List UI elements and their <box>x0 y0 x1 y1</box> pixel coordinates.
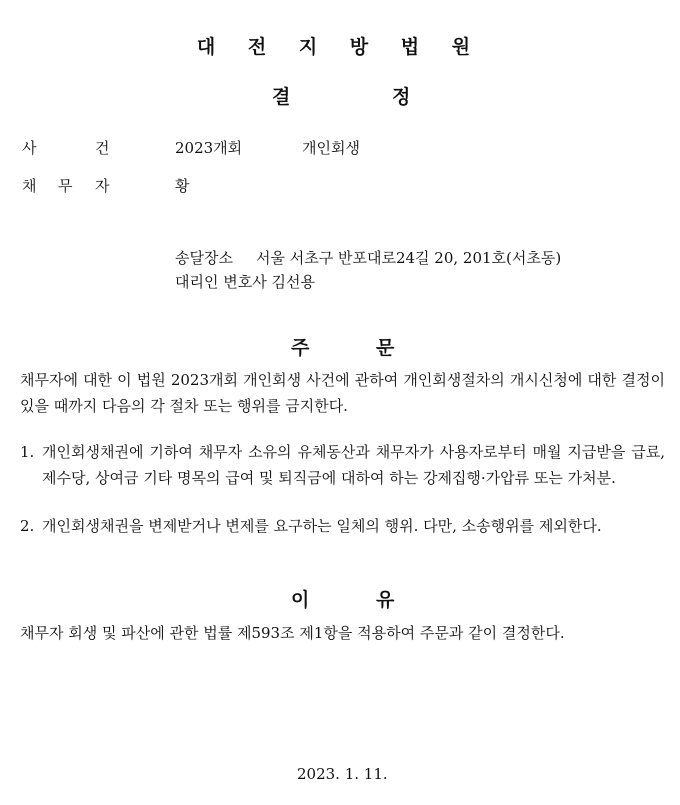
reason-heading-left: 이 <box>291 589 310 611</box>
doc-type-right: 정 <box>392 86 411 108</box>
doc-type-left: 결 <box>272 86 291 108</box>
order-heading-left: 주 <box>291 337 310 359</box>
court-name: 대 전 지 방 법 원 <box>196 36 484 58</box>
agent: 대리인 변호사 김선용 <box>175 273 315 291</box>
service-label: 송달장소 <box>175 249 233 267</box>
debtor-label-2: 무 <box>58 177 73 195</box>
case-label-1: 사 <box>22 139 37 157</box>
debtor-name: 황 <box>175 177 190 195</box>
item-text: 개인회생채권을 변제받거나 변제를 요구하는 일체의 행위. 다만, 소송행위를 제외한다. <box>42 517 602 535</box>
debtor-label-3: 자 <box>95 177 110 195</box>
reason-text-content: 채무자 회생 및 파산에 관한 법률 제593조 제1항을 적용하여 주문과 같이 결정한다. <box>20 624 565 642</box>
decision-date: 2023. 1. 11. <box>297 765 388 783</box>
case-number: 2023개회 <box>175 139 243 157</box>
reason-text <box>20 620 665 646</box>
reason-heading-right: 유 <box>376 589 395 611</box>
case-type: 개인회생 <box>302 139 360 157</box>
debtor-label-1: 채 <box>22 177 37 195</box>
order-heading-right: 문 <box>376 337 395 359</box>
item-number: 2. <box>20 517 35 535</box>
service-address: 서울 서초구 반포대로24길 20, 201호(서초동) <box>256 249 562 267</box>
item-text: 개인회생채권에 기하여 채무자 소유의 유체동산과 채무자가 사용자로부터 매월 지급받을 급료, 제수당, 상여금 기타 명목의 급여 및 퇴직금에 대하여 하는 강제집행·가압류 또는 가처분. <box>42 443 665 487</box>
order-text <box>20 367 665 419</box>
case-label-2: 건 <box>95 139 110 157</box>
item-number: 1. <box>20 443 35 461</box>
list-item-2 <box>20 513 665 539</box>
order-text-content: 채무자에 대한 이 법원 2023개회 개인회생 사건에 관하여 개인회생절차의 개시신청에 대한 결정이 있을 때까지 다음의 각 절차 또는 행위를 금지한다. <box>20 371 665 415</box>
list-item-1 <box>20 439 665 491</box>
